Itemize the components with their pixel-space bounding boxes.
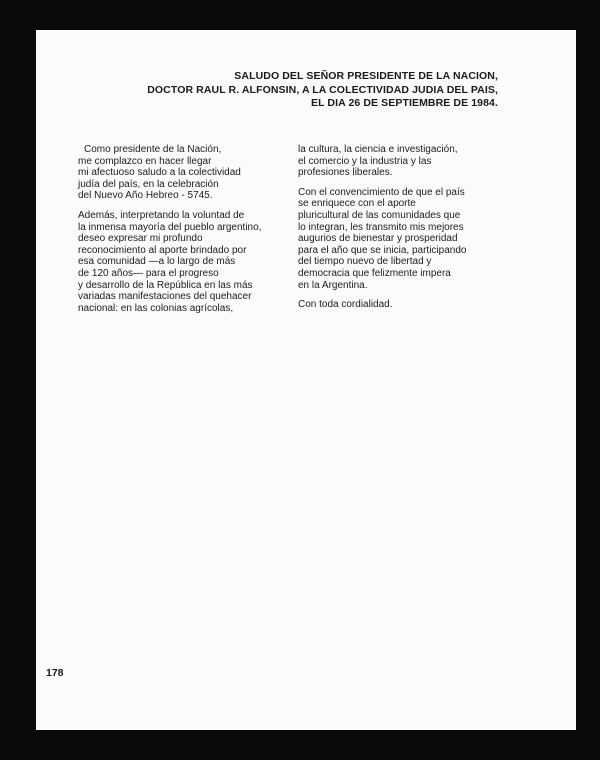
document-heading (147, 70, 498, 111)
left-column (78, 144, 278, 322)
paragraph (78, 144, 278, 202)
text-line: mi afectuoso saludo a la colectividad (78, 167, 241, 179)
text-line: variadas manifestaciones del quehacer (78, 291, 252, 303)
text-line: Además, interpretando la voluntad de (78, 209, 245, 221)
text-line: del Nuevo Año Hebreo - 5745. (78, 190, 213, 202)
text-line: judía del país, en la celebración (78, 178, 219, 190)
right-column (298, 144, 508, 319)
scan-border-top (0, 0, 600, 30)
closing (298, 299, 508, 311)
scan-border-left (0, 0, 36, 760)
document-page (36, 30, 576, 730)
text-line: me complazco en hacer llegar (78, 155, 212, 167)
text-line: la cultura, la ciencia e investigación, (298, 144, 458, 155)
text-line: se enriquece con el aporte (298, 198, 416, 210)
text-line: democracia que felizmente impera (298, 267, 451, 279)
text-line: del tiempo nuevo de libertad y (298, 256, 432, 268)
text-line: para el año que se inicia, participando (298, 244, 467, 256)
text-line: reconocimiento al aporte brindado por (78, 244, 247, 256)
scan-border-right (576, 0, 600, 760)
text-line: Con el convencimiento de que el país (298, 186, 465, 198)
page-number: 178 (46, 667, 64, 679)
text-line: augurios de bienestar y prosperidad (298, 233, 458, 245)
paragraph (298, 144, 508, 179)
text-line: en la Argentina. (298, 279, 368, 291)
heading-line: DOCTOR RAUL R. ALFONSIN, A LA COLECTIVIDAD JUDIA DEL PAIS, (147, 83, 498, 96)
text-line: nacional: en las colonias agrícolas, (78, 302, 234, 314)
text-line: de 120 años— para el progreso (78, 267, 219, 279)
heading-line: EL DIA 26 DE SEPTIEMBRE DE 1984. (310, 97, 498, 109)
text-line: y desarrollo de la República en las más (78, 279, 253, 291)
text-line: Con toda cordialidad. (298, 299, 393, 311)
text-line: Como presidente de la Nación, (84, 144, 222, 155)
scan-border-bottom (0, 730, 600, 760)
text-line: profesiones liberales. (298, 167, 393, 179)
text-line: lo integran, les transmito mis mejores (298, 221, 464, 233)
text-line: deseo expresar mi profundo (78, 233, 203, 245)
text-line: esa comunidad —a lo largo de más (78, 256, 236, 268)
paragraph (298, 187, 508, 291)
text-line: pluricultural de las comunidades que (298, 209, 461, 221)
paragraph (78, 210, 278, 314)
text-line: el comercio y la industria y las (298, 155, 432, 167)
text-line: la inmensa mayoría del pueblo argentino, (78, 221, 262, 233)
heading-line: SALUDO DEL SEÑOR PRESIDENTE DE LA NACION, (234, 70, 498, 82)
